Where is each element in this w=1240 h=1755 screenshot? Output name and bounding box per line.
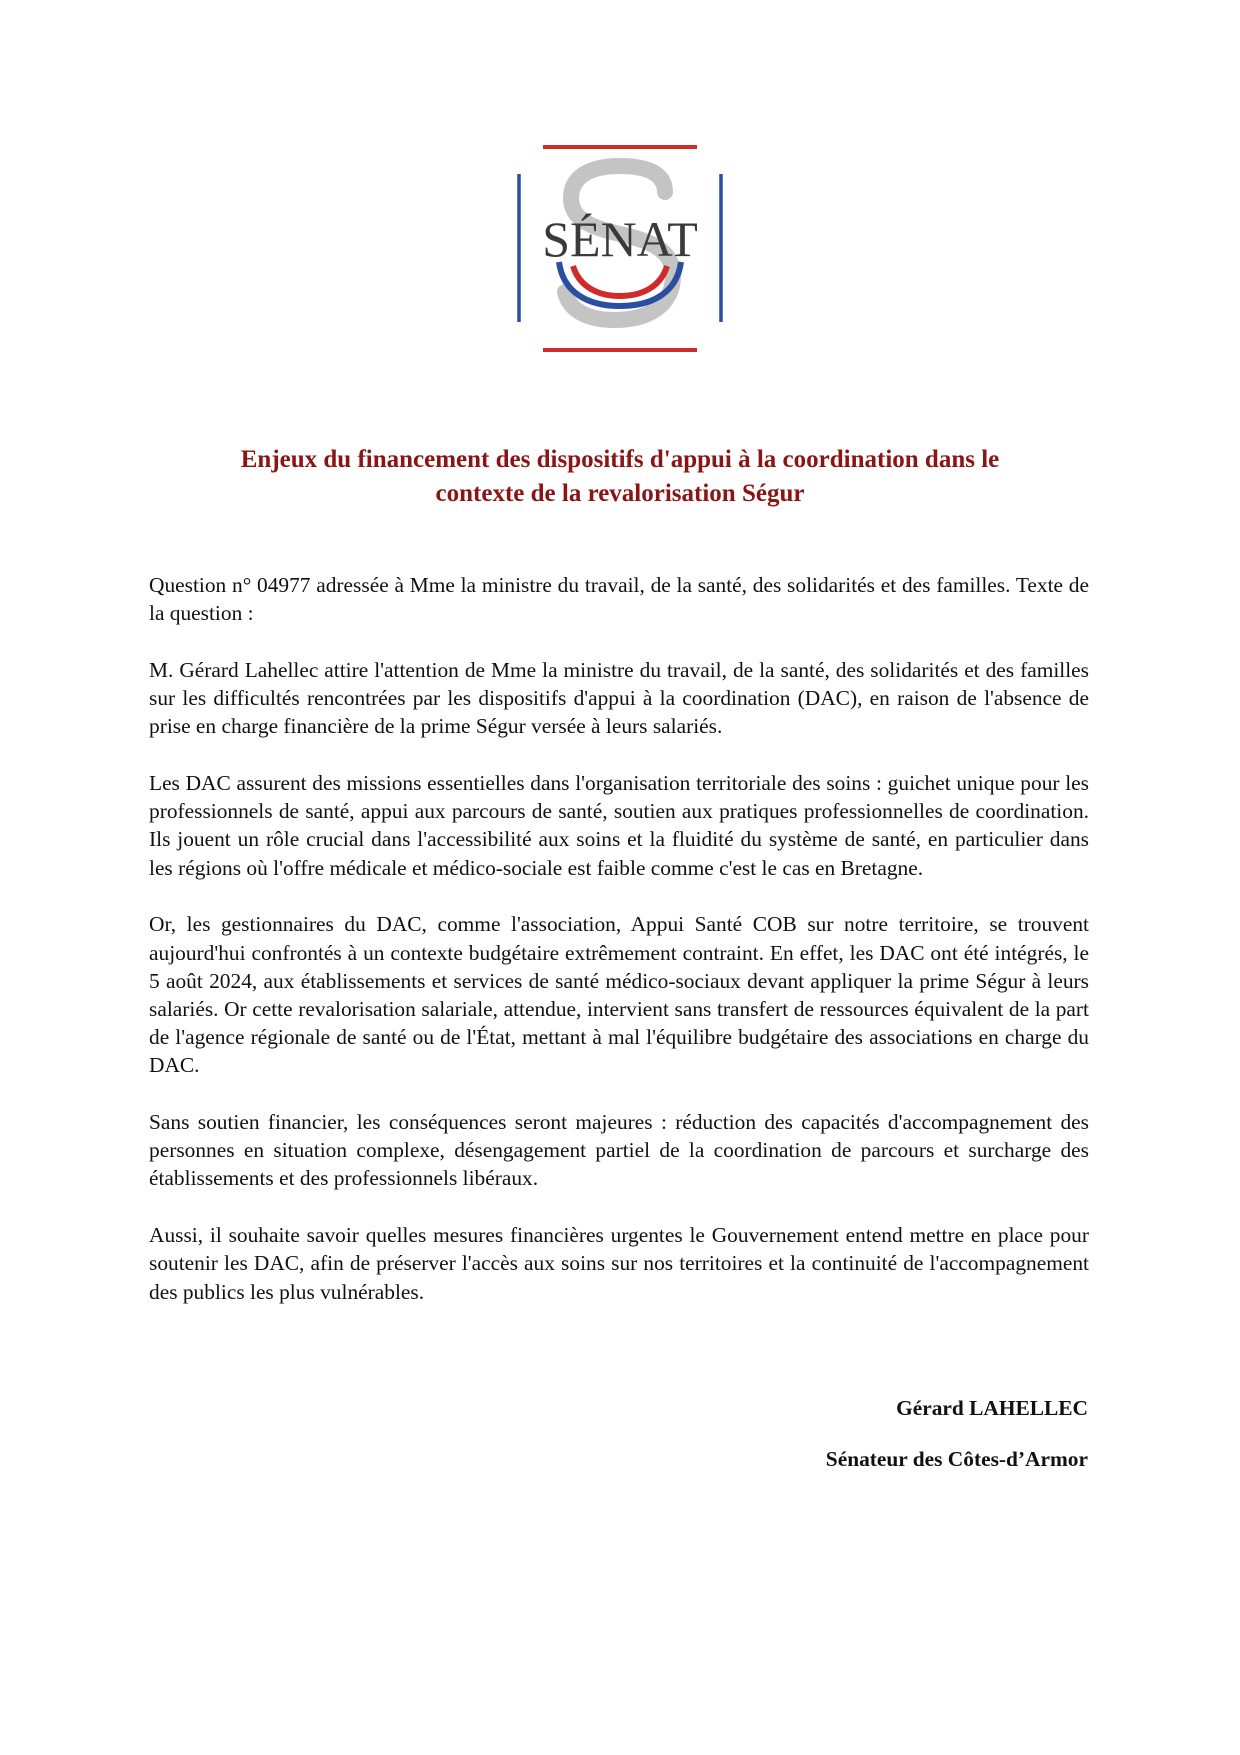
paragraph-request: Aussi, il souhaite savoir quelles mesures financières urgentes le Gouvernement entend mettre en place pour soutenir les DAC, afin de préserver l'accès aux soins sur nos territoires et la continuité de l'accompagnement des publics les plus vulnérables. — [149, 1223, 1089, 1304]
senat-logo — [515, 142, 725, 354]
senat-logo-graphic — [515, 142, 725, 354]
question-body — [149, 571, 1089, 1306]
signatory-name: Gérard LAHELLEC — [896, 1396, 1088, 1420]
paragraph-attention: M. Gérard Lahellec attire l'attention de Mme la ministre du travail, de la santé, des solidarités et des familles sur les difficultés rencontrées par les dispositifs d'appui à la coordination (DAC), en raison de l'absence de prise en charge financière de la prime Ségur versée à leurs salariés. — [149, 657, 1089, 739]
signature-block — [826, 1394, 1088, 1473]
signatory-title: Sénateur des Côtes-d’Armor — [825, 1447, 1088, 1471]
question-intro: Question n° 04977 adressée à Mme la ministre du travail, de la santé, des solidarités et des familles. Texte de la question : — [149, 573, 1089, 626]
logo-text: SÉNAT — [542, 211, 698, 267]
paragraph-missions: Les DAC assurent des missions essentielles dans l'organisation territoriale des soins : guichet unique pour les professionnels de santé, appui aux parcours de santé, soutien aux pratiques professionnelles de coordination. Ils jouent un rôle crucial dans l'accessibilité aux soins et la fluidité du système de santé, en particulier dans les régions où l'offre médicale et médico-sociale est faible comme c'est le cas en Bretagne. — [149, 771, 1089, 880]
title-line-1: Enjeux du financement des dispositifs d'appui à la coordination dans le — [240, 446, 1000, 473]
title-line-2: contexte de la revalorisation Ségur — [435, 480, 805, 507]
paragraph-budget: Or, les gestionnaires du DAC, comme l'association, Appui Santé COB sur notre territoire, se trouvent aujourd'hui confrontés à un contexte budgétaire extrêmement contraint. En effet, les DAC ont été intégrés, le 5 août 2024, aux établissements et services de santé médico-sociaux devant appliquer la prime Ségur à leurs salariés. Or cette revalorisation salariale, attendue, intervient sans transfert de ressources équivalent de la part de l'agence régionale de santé ou de l'État, mettant à mal l'équilibre budgétaire des associations en charge du DAC. — [149, 912, 1089, 1078]
document-title — [130, 443, 1110, 511]
paragraph-consequences: Sans soutien financier, les conséquences seront majeures : réduction des capacités d'accompagnement des personnes en situation complexe, désengagement partiel de la coordination de parcours et surcharge des établissements et des professionnels libéraux. — [149, 1110, 1089, 1191]
